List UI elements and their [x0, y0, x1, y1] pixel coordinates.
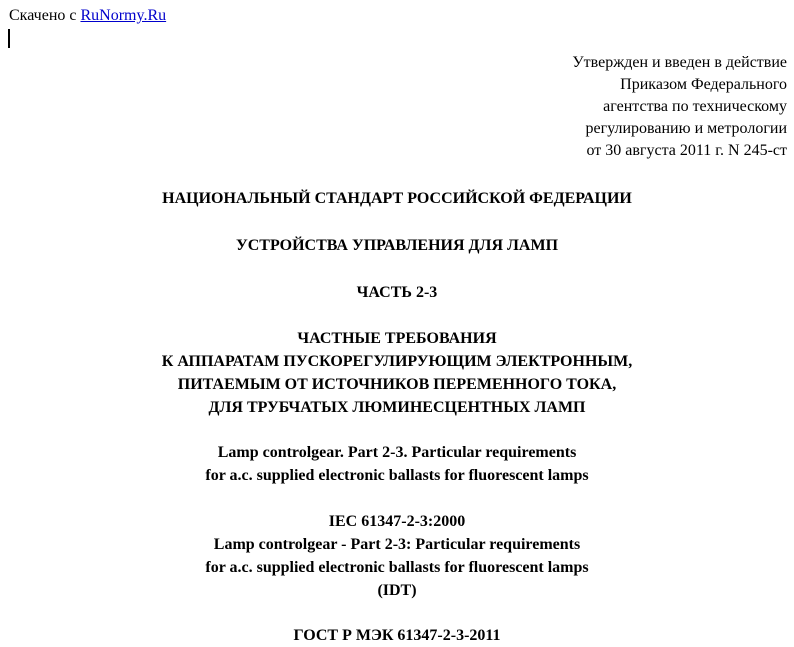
- part-heading: ЧАСТЬ 2-3: [356, 284, 438, 301]
- gost-number: ГОСТ Р МЭК 61347-2-3-2011: [293, 627, 501, 644]
- english-title-line: for a.c. supplied electronic ballasts for fluorescent lamps: [205, 467, 589, 484]
- english-title-line: Lamp controlgear. Part 2-3. Particular requirements: [217, 444, 577, 461]
- approval-line: регулированию и метрологии: [585, 120, 787, 137]
- subtitle-line: ПИТАЕМЫМ ОТ ИСТОЧНИКОВ ПЕРЕМЕННОГО ТОКА,: [177, 376, 617, 393]
- iec-line: Lamp controlgear - Part 2-3: Particular requirements: [213, 536, 581, 553]
- approval-line: агентства по техническому: [603, 98, 787, 115]
- iec-line: IEC 61347-2-3:2000: [328, 513, 466, 530]
- text-cursor: [8, 29, 10, 48]
- approval-block: [572, 52, 787, 162]
- english-title-block: [0, 441, 794, 487]
- subtitle-line: К АППАРАТАМ ПУСКОРЕГУЛИРУЮЩИМ ЭЛЕКТРОННЫМ,: [161, 353, 633, 370]
- approval-line: от 30 августа 2011 г. N 245-ст: [586, 142, 787, 159]
- source-prefix: Скачено с: [9, 7, 77, 24]
- iec-line: for a.c. supplied electronic ballasts for fluorescent lamps: [205, 559, 589, 576]
- source-line: [9, 6, 166, 26]
- standard-type-heading: НАЦИОНАЛЬНЫЙ СТАНДАРТ РОССИЙСКОЙ ФЕДЕРАЦИИ: [162, 190, 632, 207]
- document-title: УСТРОЙСТВА УПРАВЛЕНИЯ ДЛЯ ЛАМП: [235, 237, 559, 254]
- approval-line: Приказом Федерального: [620, 76, 787, 93]
- source-link[interactable]: RuNormy.Ru: [80, 7, 167, 24]
- iec-line: (IDT): [377, 582, 417, 599]
- approval-line: Утвержден и введен в действие: [572, 54, 787, 71]
- subtitle-line: ДЛЯ ТРУБЧАТЫХ ЛЮМИНЕСЦЕНТНЫХ ЛАМП: [208, 399, 586, 416]
- iec-block: [0, 510, 794, 602]
- subtitle-block: [0, 327, 794, 419]
- subtitle-line: ЧАСТНЫЕ ТРЕБОВАНИЯ: [297, 330, 497, 347]
